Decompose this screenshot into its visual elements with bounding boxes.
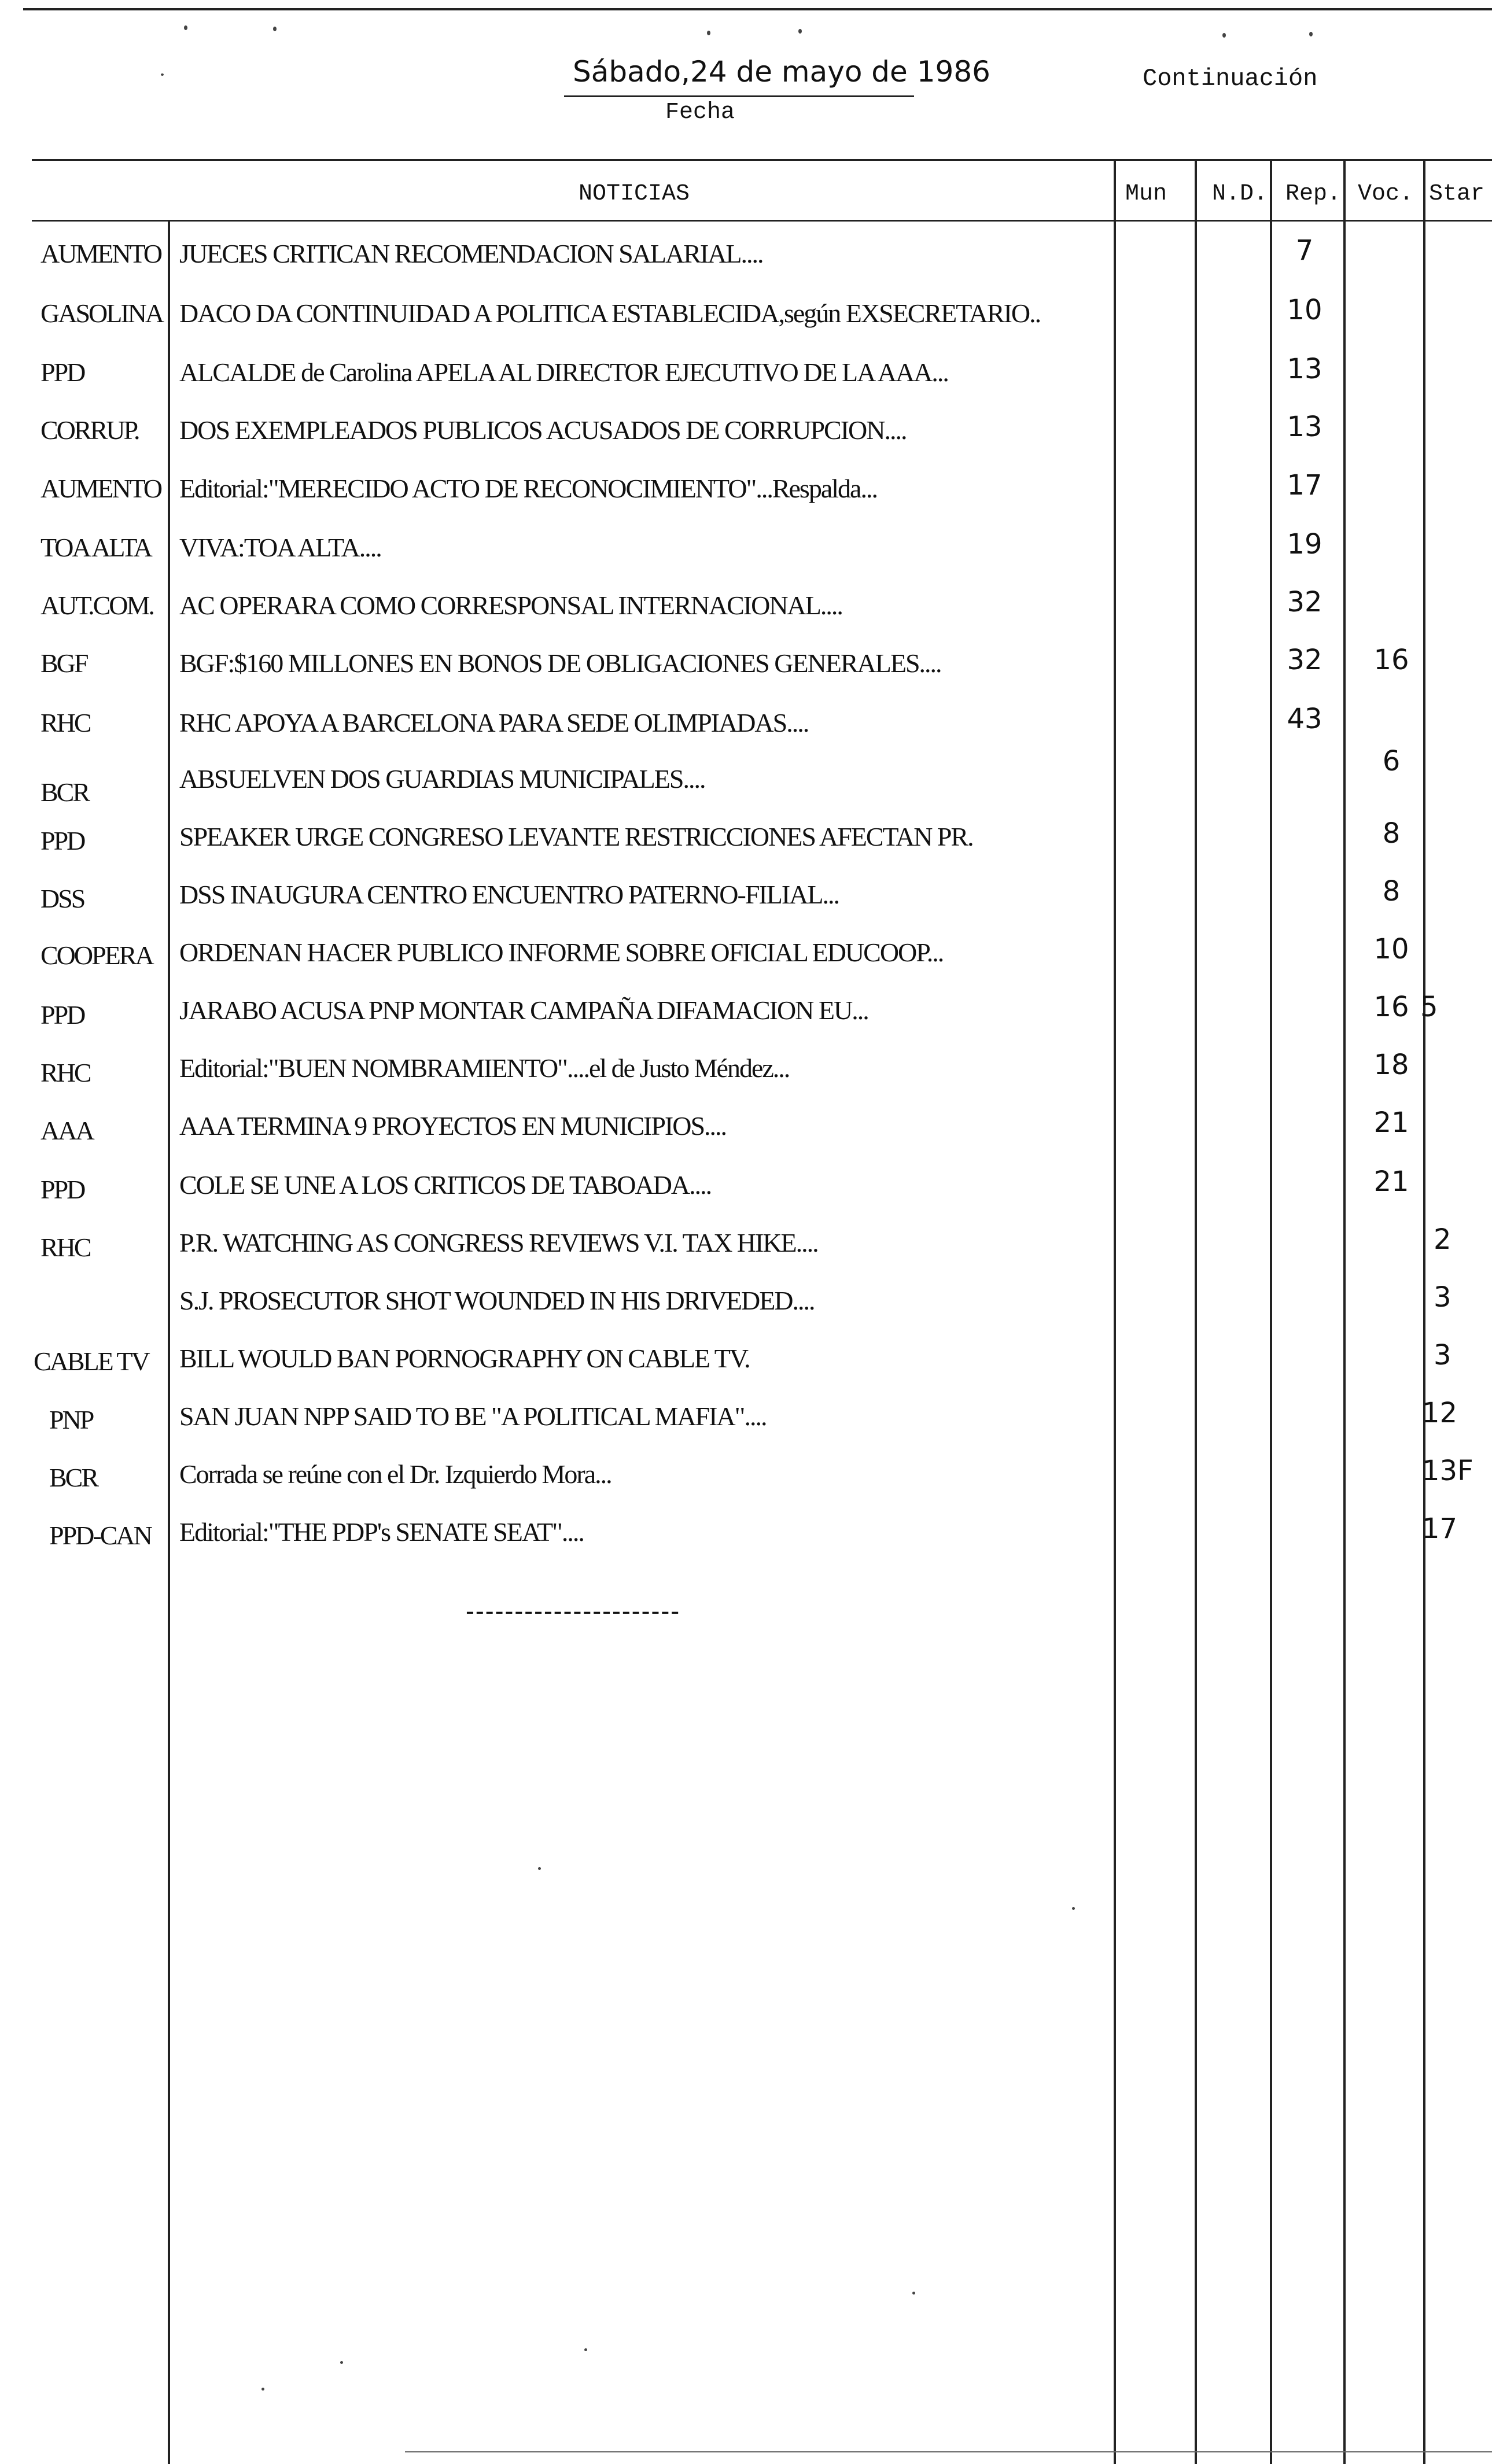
row-topic: PPD [40, 1175, 84, 1204]
row-topic: AUT.COM. [40, 591, 153, 620]
row-rep-page: 19 [1287, 528, 1322, 560]
end-of-list-rule: ---------------------- [466, 1596, 681, 1626]
row-topic: AUMENTO [40, 239, 161, 268]
row-voc-page: 21 [1373, 1106, 1409, 1139]
table-header-rule [32, 220, 1492, 222]
row-rep-page: 32 [1287, 644, 1322, 676]
row-headline: BILL WOULD BAN PORNOGRAPHY ON CABLE TV. [179, 1344, 750, 1373]
row-rep-page: 10 [1287, 294, 1322, 326]
row-headline: Editorial:"THE PDP's SENATE SEAT".... [179, 1517, 584, 1547]
scan-speck [912, 2292, 915, 2295]
column-header-nd: N.D. [1212, 181, 1268, 207]
row-topic: PPD [40, 826, 84, 855]
scan-speck [538, 1867, 541, 1870]
row-headline: BGF:$160 MILLONES EN BONOS DE OBLIGACIONES GENERALES.... [179, 648, 941, 678]
row-topic: GASOLINA [40, 298, 163, 328]
scan-speck [340, 2361, 343, 2364]
row-rep-page: 32 [1287, 586, 1322, 618]
scan-speck [184, 25, 187, 30]
row-headline: COLE SE UNE A LOS CRITICOS DE TABOADA.... [179, 1170, 712, 1200]
row-headline: ABSUELVEN DOS GUARDIAS MUNICIPALES.... [179, 764, 705, 794]
column-header-star: Star [1429, 181, 1485, 207]
row-topic: PPD-CAN [49, 1521, 151, 1550]
column-divider-nd [1195, 159, 1197, 2464]
row-voc-page: 16 [1373, 991, 1409, 1023]
row-star-page: 2 [1434, 1223, 1452, 1256]
row-rep-page: 43 [1287, 703, 1322, 735]
scan-speck [798, 29, 802, 34]
row-headline: ALCALDE de Carolina APELA AL DIRECTOR EJECUTIVO DE LA AAA... [179, 357, 948, 387]
row-headline: DACO DA CONTINUIDAD A POLITICA ESTABLECIDA,según EXSECRETARIO.. [179, 298, 1041, 328]
row-star-page: 3 [1434, 1339, 1452, 1371]
column-divider-mun [1114, 159, 1116, 2464]
row-headline: Corrada se reúne con el Dr. Izquierdo Mora... [179, 1459, 611, 1489]
row-topic: AAA [40, 1116, 93, 1145]
row-headline: SPEAKER URGE CONGRESO LEVANTE RESTRICCIONES AFECTAN PR. [179, 822, 973, 851]
continuation-label: Continuación [1143, 65, 1318, 93]
row-voc-page: 8 [1382, 875, 1401, 908]
row-topic: COOPERA [40, 940, 153, 970]
row-voc-page: 6 [1382, 745, 1401, 777]
row-headline: P.R. WATCHING AS CONGRESS REVIEWS V.I. TAX HIKE.... [179, 1228, 818, 1257]
row-headline: AC OPERARA COMO CORRESPONSAL INTERNACIONAL.... [179, 591, 842, 620]
top-rule [23, 8, 1492, 10]
row-topic: TOA ALTA [40, 533, 151, 562]
row-rep-page: 13 [1287, 411, 1322, 443]
table-top-rule [32, 159, 1492, 161]
row-headline: AAA TERMINA 9 PROYECTOS EN MUNICIPIOS.... [179, 1111, 727, 1141]
scan-speck [161, 73, 164, 76]
column-header-voc: Voc. [1358, 181, 1414, 207]
row-voc-page: 10 [1373, 933, 1409, 965]
date-text: Sábado,24 de mayo de 1986 [573, 55, 990, 88]
column-divider-rep [1270, 159, 1272, 2464]
row-headline: JUECES CRITICAN RECOMENDACION SALARIAL.... [179, 239, 763, 268]
row-topic: RHC [40, 708, 90, 737]
row-topic: BGF [40, 648, 87, 678]
date-underline [564, 95, 914, 97]
row-topic: BCR [40, 777, 89, 807]
scan-speck [584, 2348, 587, 2351]
row-headline: DOS EXEMPLEADOS PUBLICOS ACUSADOS DE CORRUPCION.... [179, 415, 907, 445]
column-divider-topic [168, 220, 170, 2464]
row-headline: Editorial:"BUEN NOMBRAMIENTO"....el de Justo Méndez... [179, 1053, 790, 1083]
row-topic: DSS [40, 884, 84, 913]
row-headline: DSS INAUGURA CENTRO ENCUENTRO PATERNO-FILIAL... [179, 880, 839, 909]
row-topic: PNP [49, 1405, 93, 1434]
column-header-rep: Rep. [1285, 181, 1342, 207]
column-header-mun: Mun [1125, 181, 1167, 207]
row-headline: Editorial:"MERECIDO ACTO DE RECONOCIMIENTO"...Respalda... [179, 474, 877, 503]
row-headline: JARABO ACUSA PNP MONTAR CAMPAÑA DIFAMACION EU... [179, 995, 868, 1025]
row-headline: S.J. PROSECUTOR SHOT WOUNDED IN HIS DRIVEDED.... [179, 1286, 815, 1315]
row-headline: RHC APOYA A BARCELONA PARA SEDE OLIMPIADAS.... [179, 708, 809, 737]
row-topic: PPD [40, 357, 84, 387]
row-star-page: 12 [1422, 1397, 1458, 1429]
row-headline: VIVA:TOA ALTA.... [179, 533, 381, 562]
row-voc-page: 21 [1373, 1165, 1409, 1198]
row-headline: SAN JUAN NPP SAID TO BE "A POLITICAL MAFIA".... [179, 1401, 767, 1431]
row-voc-page: 16 [1373, 644, 1409, 676]
row-voc-page: 18 [1373, 1049, 1409, 1081]
scan-speck [261, 2388, 264, 2391]
scan-speck [1309, 32, 1313, 36]
row-star-page: 5 [1420, 991, 1438, 1023]
row-topic: BCR [49, 1463, 98, 1492]
date-label: Fecha [665, 99, 735, 126]
row-rep-page: 7 [1295, 234, 1314, 267]
row-star-page: 13F [1422, 1455, 1473, 1487]
row-headline: ORDENAN HACER PUBLICO INFORME SOBRE OFICIAL EDUCOOP... [179, 938, 944, 967]
row-topic: AUMENTO [40, 474, 161, 503]
scan-speck [1072, 1907, 1075, 1910]
column-header-news: NOTICIAS [579, 181, 690, 207]
row-star-page: 17 [1422, 1513, 1458, 1545]
row-topic: CORRUP. [40, 415, 139, 445]
row-topic: RHC [40, 1233, 90, 1262]
row-voc-page: 8 [1382, 817, 1401, 850]
scan-speck [707, 31, 710, 35]
row-topic: CABLE TV [34, 1347, 149, 1376]
row-star-page: 3 [1434, 1281, 1452, 1314]
scan-speck [1222, 33, 1226, 38]
column-divider-voc [1343, 159, 1346, 2464]
bottom-rule [405, 2451, 1492, 2452]
row-rep-page: 13 [1287, 353, 1322, 385]
row-topic: PPD [40, 1000, 84, 1030]
row-topic: RHC [40, 1058, 90, 1087]
row-rep-page: 17 [1287, 469, 1322, 501]
scan-speck [273, 27, 277, 31]
column-divider-star [1423, 159, 1425, 2464]
